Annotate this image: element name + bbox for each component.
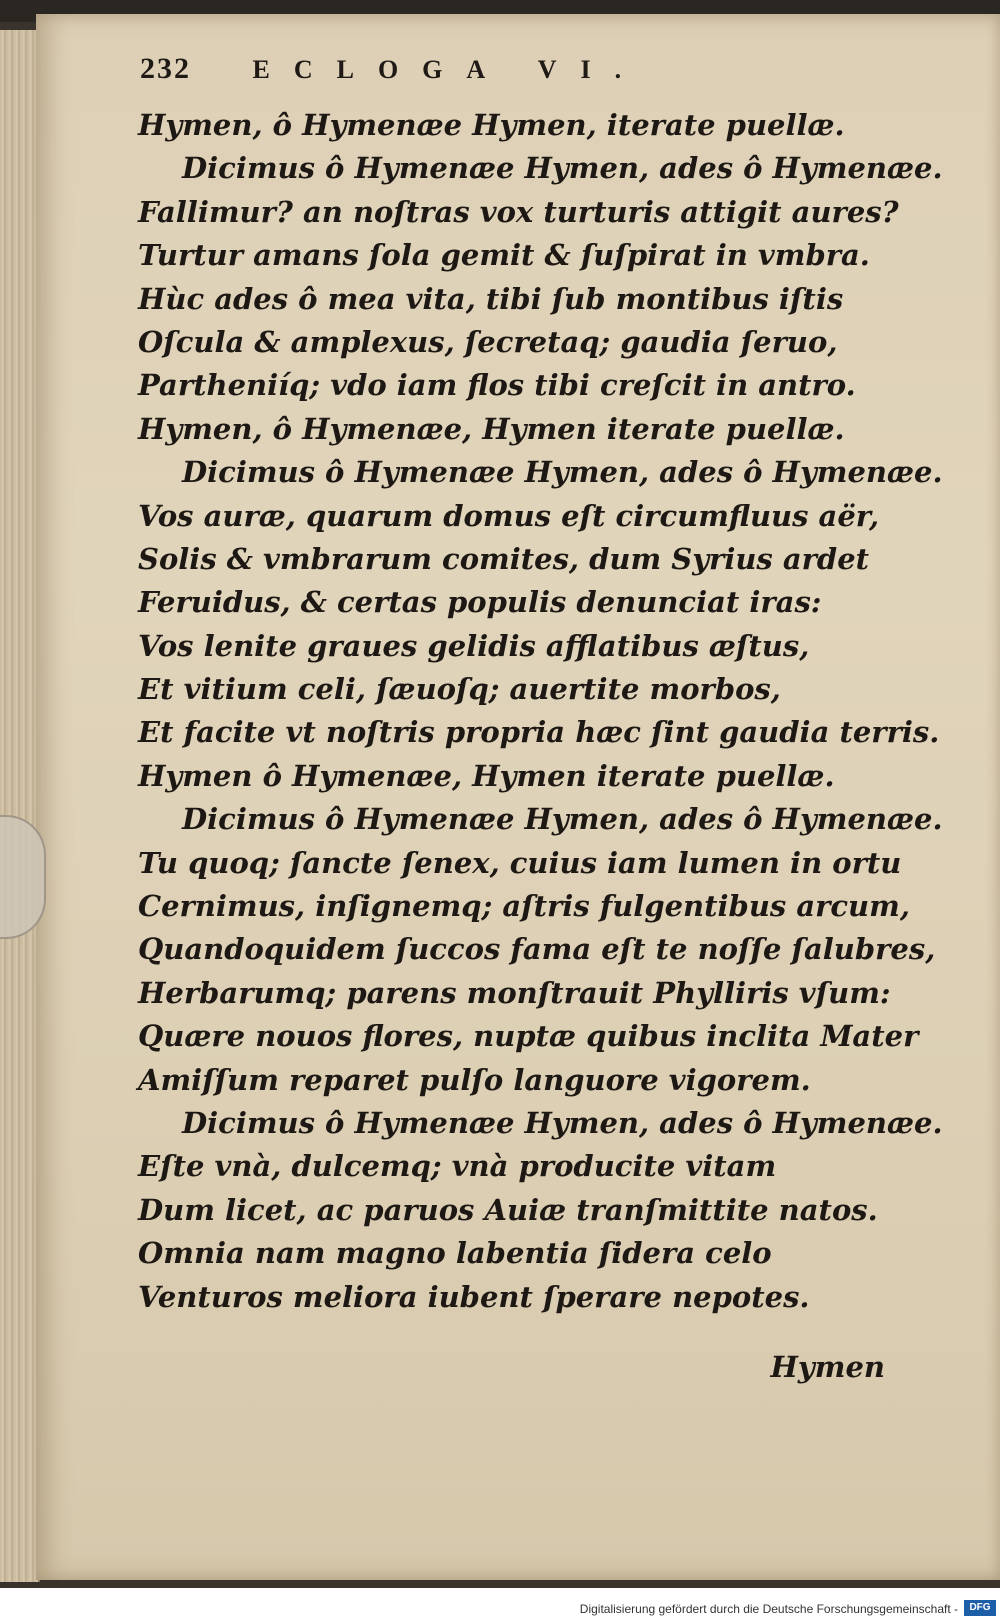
verse-line: Dicimus ô Hymenæe Hymen, ades ô Hymenæe. [182, 455, 943, 490]
running-title: ECLOGA VI. [252, 55, 646, 84]
verse-line: Hymen, ô Hymenæe Hymen, iterate puellæ. [138, 108, 845, 142]
page-edges [0, 30, 40, 1582]
verse-line: Omnia nam magno labentia ſidera celo [138, 1236, 772, 1271]
verse-line: Oſcula & amplexus, ſecretaq; gaudia ſeruo, [138, 324, 838, 359]
verse-line: Et facite vt noſtris propria hæc ſint gaudia terris. [138, 715, 940, 750]
verse-line: Turtur amans ſola gemit & ſuſpirat in vmbra. [138, 238, 870, 273]
clip-tab [0, 815, 46, 939]
verse-line: Hùc ades ô mea vita, tibi ſub montibus iſtis [138, 281, 844, 316]
verse-line: Feruidus, & certas populis denunciat iras: [138, 585, 822, 620]
verse-line: Eſte vnà, dulcemq; vnà producite vitam [138, 1149, 777, 1184]
verse-line: Tu quoq; ſancte ſenex, cuius iam lumen in ortu [138, 845, 902, 880]
dfg-logo: DFG [964, 1600, 996, 1616]
verse-line: Et vitium celi, ſæuoſq; auertite morbos, [138, 672, 781, 707]
verse-line: Solis & vmbrarum comites, dum Syrius ardet [138, 541, 870, 576]
verse-line: Vos lenite graues gelidis afflatibus æſtus, [138, 628, 810, 663]
verse-line: Herbarumq; parens monſtrauit Phylliris vſum: [138, 975, 891, 1010]
verse-line: Cernimus, inſignemq; aſtris fulgentibus arcum, [138, 889, 910, 924]
catchword: Hymen [770, 1350, 885, 1384]
verse-line: Fallimur? an noſtras vox turturis attigit aures? [138, 194, 899, 229]
page-number: 232 [140, 52, 191, 85]
verse-line: Amiſſum reparet pulſo languore vigorem. [138, 1062, 811, 1097]
verse-line: Dicimus ô Hymenæe Hymen, ades ô Hymenæe. [182, 151, 943, 186]
verse-line: Hymen ô Hymenæe, Hymen iterate puellæ. [138, 758, 835, 793]
verse-line: Partheniíq; vdo iam flos tibi creſcit in antro. [138, 368, 856, 403]
running-header [140, 52, 645, 86]
verse-line: Quære nouos flores, nuptæ quibus inclita Mater [138, 1019, 919, 1054]
verse-text [138, 104, 943, 1319]
verse-line: Quandoquidem ſuccos fama eſt te noſſe ſalubres, [138, 932, 936, 967]
verse-line: Venturos meliora iubent ſperare nepotes. [138, 1279, 810, 1314]
digitization-credit: Digitalisierung gefördert durch die Deutsche Forschungsgemeinschaft - [579, 1602, 958, 1616]
verse-line: Hymen, ô Hymenæe, Hymen iterate puellæ. [138, 411, 845, 446]
verse-line: Dicimus ô Hymenæe Hymen, ades ô Hymenæe. [182, 1105, 943, 1140]
verse-line: Vos auræ, quarum domus eſt circumfluus aër, [138, 498, 880, 533]
verse-line: Dum licet, ac paruos Auiæ tranſmittite natos. [138, 1192, 878, 1227]
verse-line: Dicimus ô Hymenæe Hymen, ades ô Hymenæe. [182, 802, 943, 837]
